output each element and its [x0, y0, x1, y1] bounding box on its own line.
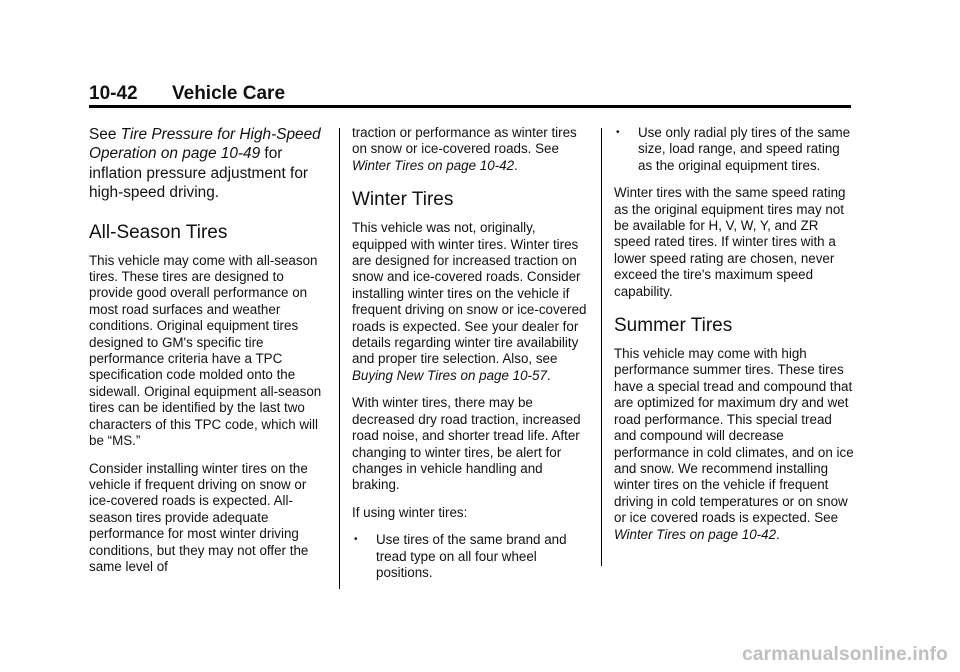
summer-paragraph-1: [614, 346, 854, 543]
continued-paragraph: [352, 125, 592, 174]
summer-p1-period: .: [776, 526, 780, 542]
all-season-heading: All-Season Tires: [89, 221, 228, 243]
winter-tire-bullets-2: [614, 125, 854, 174]
column-1: [89, 125, 329, 586]
intro-see: See: [89, 126, 121, 143]
watermark: carmanualsonline.info: [742, 644, 948, 665]
column-3: [614, 125, 854, 554]
buying-new-tires-link[interactable]: Buying New Tires on page 10-57: [352, 367, 547, 383]
bullet-icon: •: [616, 127, 620, 138]
winter-paragraph-2: With winter tires, there may be decreased dry road traction, increased road noise, and shorter tread life. After changing to winter tires, be alert for changes in vehicle handling and braking.: [352, 395, 581, 493]
intro-suffix: for inflation pressure adjustment for high-speed driving.: [89, 145, 309, 202]
column-divider-2: [601, 128, 602, 566]
bullet-text: Use tires of the same brand and tread type on all four wheel positions.: [376, 532, 567, 580]
section-title: Vehicle Care: [172, 83, 286, 104]
page-header: [89, 83, 851, 107]
winter-tires-link-1[interactable]: Winter Tires on page 10-42: [352, 157, 515, 173]
all-season-paragraph-1: This vehicle may come with all-season tires. These tires are designed to provide good overall performance on most road surfaces and weather conditions. Original equipment tires designed to GM's specific tire performance criteria have a TPC specification code molded onto the sidewall. Original equipment all-season tires can be identified by the last two characters of this TPC code, which will be “MS.”: [89, 252, 322, 449]
summer-tires-heading: Summer Tires: [614, 315, 733, 337]
winter-p1-period: .: [546, 367, 551, 383]
page-number: 10-42: [89, 83, 138, 104]
column-divider-1: [339, 128, 340, 589]
speed-rating-paragraph: Winter tires with the same speed rating as the original equipment tires may not be available for H, V, W, Y, and ZR speed rated tires. If winter tires with a lower speed rating are chosen, never exceed the tire's maximum speed capability.: [614, 185, 846, 299]
winter-tires-link-2[interactable]: Winter Tires on page 10-42: [614, 526, 777, 542]
continued-see: See: [535, 141, 559, 157]
column-2: [352, 125, 592, 592]
summer-p1-text: This vehicle may come with high performance summer tires. These tires have a special tread and compound that are optimized for maximum dry and wet road performance. This special tread and compound will decrease performance in cold climates, and on ice and snow. We recommend installing winter tires on the vehicle if frequent driving in cold temperatures or on snow or ice covered roads is expected. See: [614, 346, 854, 526]
list-item: [614, 125, 854, 174]
all-season-paragraph-2: Consider installing winter tires on the vehicle if frequent driving on snow or ice-covered roads is expected. All-season tires provide adequate performance for most winter driving conditions, but they may not offer the same level of: [89, 460, 309, 574]
winter-tires-heading: Winter Tires: [352, 189, 454, 211]
header-rule: [89, 105, 851, 108]
winter-p1-text: This vehicle was not, originally, equipped with winter tires. Winter tires are designed for increased traction on snow and ice-covered roads. Consider installing winter tires on the vehicle if frequent driving on snow or ice-covered roads is expected. See your dealer for details regarding winter tire availability and proper tire selection. Also, see: [352, 220, 587, 367]
bullet-icon: •: [354, 534, 358, 546]
winter-paragraph-1: [352, 220, 592, 384]
winter-tire-bullets-1: [352, 532, 592, 581]
bullet-text: Use only radial ply tires of the same size, load range, and speed rating as the original equipment tires.: [638, 125, 851, 173]
continued-period: .: [514, 157, 518, 173]
intro-paragraph: [89, 125, 329, 203]
continued-text: traction or performance as winter tires on snow or ice-covered roads.: [352, 125, 577, 157]
tire-pressure-link[interactable]: Tire Pressure for High-Speed Operation on page 10-49: [89, 126, 321, 163]
winter-paragraph-3: If using winter tires:: [352, 504, 468, 520]
list-item: [352, 532, 592, 581]
